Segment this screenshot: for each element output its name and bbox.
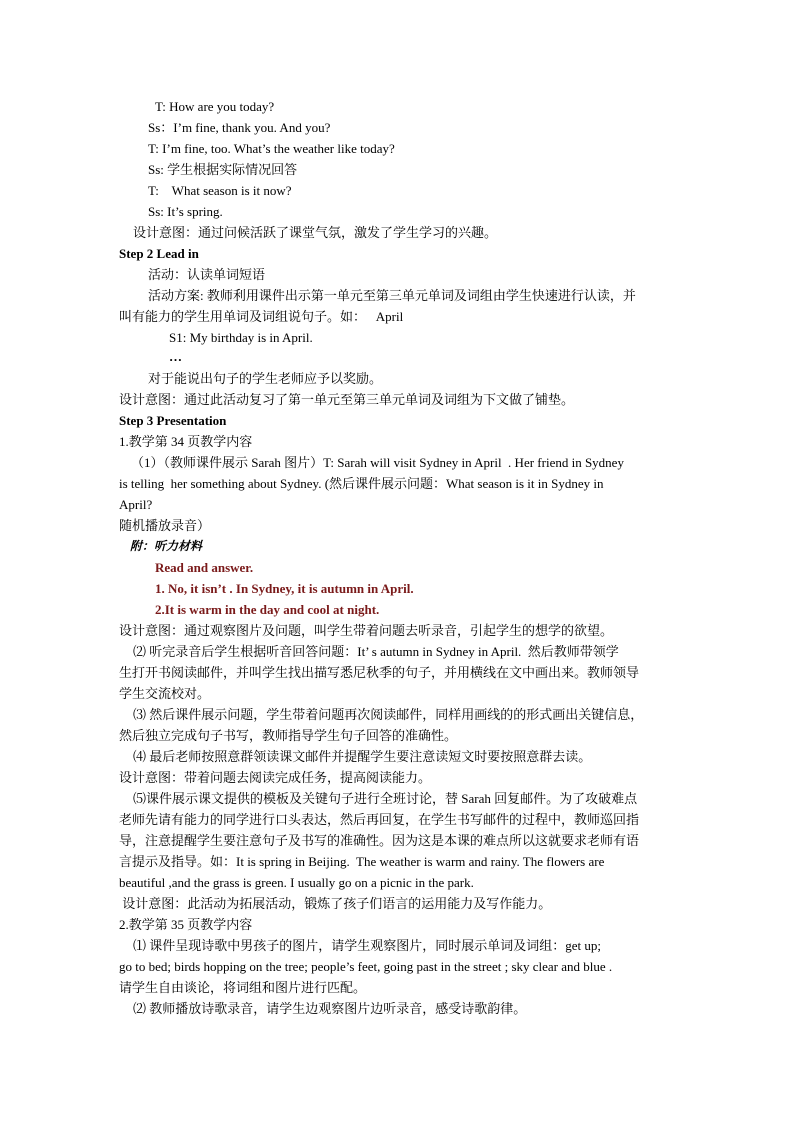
example-sentence: S1: My birthday is in April. <box>169 330 313 345</box>
para-5-line-1: ⑸课件展示课文提供的模板及关键句子进行全班讨论，替 Sarah 回复邮件。为了攻破难点 <box>133 791 638 806</box>
para-2-line-2: 生打开书阅读邮件，并叫学生找出描写悉尼秋季的句子，并用横线在文中画出来。教师领导 <box>119 665 640 680</box>
student-line-2: Ss: 学生根据实际情况回答 <box>148 162 298 177</box>
step-3-heading: Step 3 Presentation <box>119 413 227 428</box>
para-1-line-3: April? <box>119 497 153 512</box>
design-intent-1: 设计意图：通过问候活跃了课堂气氛，激发了学生学习的兴趣。 <box>133 225 498 240</box>
para-1-line-2: is telling her something about Sydney. (然后课件展示问题：What season is it in Sydney in <box>119 476 604 491</box>
item-1-line-3: 请学生自由谈论，将词组和图片进行匹配。 <box>119 980 367 995</box>
teacher-line-3: T: What season is it now? <box>148 183 292 198</box>
para-2-line-3: 学生交流校对。 <box>119 686 211 701</box>
para-5-line-3: 导，注意提醒学生要注意句子及书写的准确性。因为这是本课的难点所以这就要求老师有语 <box>119 833 640 848</box>
section-2-title: 2.教学第 35 页教学内容 <box>119 917 253 932</box>
step-2-heading: Step 2 Lead in <box>119 246 199 261</box>
student-line-1: Ss：I’m fine, thank you. And you? <box>148 120 331 135</box>
para-1-line-4: 随机播放录音） <box>119 518 211 533</box>
para-5-line-2: 老师先请有能力的同学进行口头表达，然后再回复，在学生书写邮件的过程中，教师巡回指 <box>119 812 640 827</box>
ellipsis: … <box>169 349 182 364</box>
para-5-line-5: beautiful ,and the grass is green. I usually go on a picnic in the park. <box>119 875 474 890</box>
design-intent-5: 设计意图：此活动为拓展活动，锻炼了孩子们语言的运用能力及写作能力。 <box>119 896 552 911</box>
listening-title: Read and answer. <box>155 560 254 575</box>
teacher-line-1: T: How are you today? <box>155 99 275 114</box>
section-1-title: 1.教学第 34 页教学内容 <box>119 434 253 449</box>
para-5-line-4: 言提示及指导。如：It is spring in Beijing. The weather is warm and rainy. The flowers are <box>119 854 605 869</box>
activity-plan-line-2: 叫有能力的学生用单词及词组说句子。如： April <box>119 309 404 324</box>
listening-material-label: 附：听力材料 <box>130 539 203 553</box>
design-intent-4: 设计意图：带着问题去阅读完成任务，提高阅读能力。 <box>119 770 432 785</box>
item-1-line-2: go to bed; birds hopping on the tree; people’s feet, going past in the street ; sky clear and blue . <box>119 959 613 974</box>
para-3-line-2: 然后独立完成句子书写，教师指导学生句子回答的准确性。 <box>119 728 458 743</box>
student-line-3: Ss: It’s spring. <box>148 204 223 219</box>
answer-1: 1. No, it isn’t . In Sydney, it is autumn in April. <box>155 581 414 596</box>
teacher-line-2: T: I’m fine, too. What’s the weather like today? <box>148 141 395 156</box>
design-intent-2: 设计意图：通过此活动复习了第一单元至第三单元单词及词组为下文做了铺垫。 <box>119 392 575 407</box>
item-2-line-1: ⑵ 教师播放诗歌录音，请学生边观察图片边听录音，感受诗歌韵律。 <box>133 1001 527 1016</box>
activity-plan-line-1: 活动方案: 教师利用课件出示第一单元至第三单元单词及词组由学生快速进行认读，并 <box>148 288 636 303</box>
activity-label: 活动：认读单词短语 <box>148 267 266 282</box>
para-4-line-1: ⑷ 最后老师按照意群领读课文邮件并提醒学生要注意读短文时要按照意群去读。 <box>133 749 592 764</box>
item-1-line-1: ⑴ 课件呈现诗歌中男孩子的图片，请学生观察图片，同时展示单词及词组：get up; <box>133 938 601 953</box>
para-1-line-1: （1）（教师课件展示 Sarah 图片）T: Sarah will visit Sydney in April . Her friend in Sydney <box>131 455 624 470</box>
answer-2: 2.It is warm in the day and cool at night. <box>155 602 380 617</box>
design-intent-3: 设计意图：通过观察图片及问题，叫学生带着问题去听录音，引起学生的想学的欲望。 <box>119 623 614 638</box>
reward-note: 对于能说出句子的学生老师应予以奖励。 <box>148 371 383 386</box>
para-3-line-1: ⑶ 然后课件展示问题，学生带着问题再次阅读邮件，同样用画线的的形式画出关键信息， <box>133 707 644 722</box>
para-2-line-1: ⑵ 听完录音后学生根据听音回答问题：It’ s autumn in Sydney in April. 然后教师带领学 <box>133 644 619 659</box>
